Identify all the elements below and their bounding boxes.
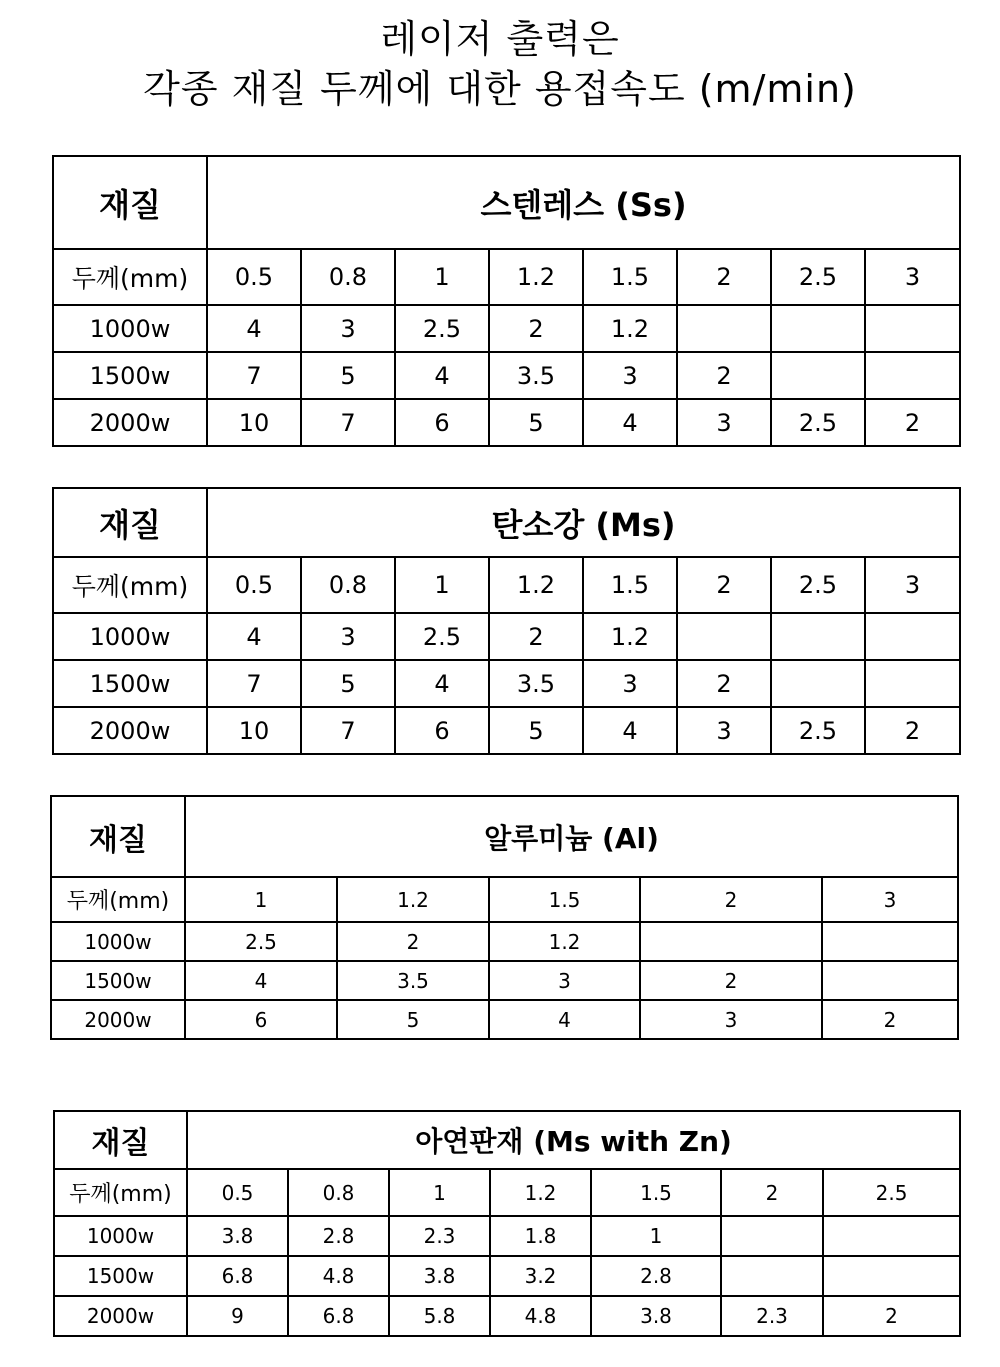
material-name: 아연판재 (Ms with Zn) — [187, 1111, 960, 1169]
thickness-header: 3 — [865, 557, 960, 613]
thickness-header: 1.5 — [583, 557, 677, 613]
speed-cell: 5 — [489, 707, 583, 754]
thickness-header: 0.8 — [301, 557, 395, 613]
speed-cell: 4 — [583, 399, 677, 446]
thickness-header: 0.8 — [301, 249, 395, 305]
speed-cell: 5 — [489, 399, 583, 446]
thickness-header: 1.2 — [489, 557, 583, 613]
speed-cell: 3 — [677, 707, 771, 754]
speed-cell — [771, 660, 865, 707]
thickness-header: 1 — [395, 249, 489, 305]
speed-cell: 3 — [301, 305, 395, 352]
speed-cell: 6 — [185, 1000, 337, 1039]
table-row — [53, 352, 960, 399]
power-label: 1000w — [51, 922, 185, 961]
power-label: 1000w — [53, 305, 207, 352]
thickness-label: 두께(mm) — [53, 557, 207, 613]
thickness-label: 두께(mm) — [54, 1169, 187, 1216]
speed-cell: 2 — [489, 613, 583, 660]
thickness-header: 1.5 — [591, 1169, 721, 1216]
speed-cell: 1.8 — [490, 1216, 591, 1256]
table-row — [51, 1000, 958, 1039]
speed-cell: 9 — [187, 1296, 288, 1336]
table-row — [51, 922, 958, 961]
speed-cell: 2 — [337, 922, 489, 961]
speed-cell: 3.5 — [489, 352, 583, 399]
thickness-header: 1.2 — [490, 1169, 591, 1216]
speed-cell — [677, 613, 771, 660]
speed-cell: 7 — [207, 352, 301, 399]
table-row — [53, 660, 960, 707]
material-label: 재질 — [54, 1111, 187, 1169]
thickness-header: 2.5 — [771, 249, 865, 305]
speed-cell: 6 — [395, 707, 489, 754]
speed-cell — [771, 305, 865, 352]
speed-cell: 10 — [207, 707, 301, 754]
speed-cell: 3.8 — [187, 1216, 288, 1256]
speed-cell — [721, 1256, 823, 1296]
power-label: 2000w — [53, 707, 207, 754]
speed-cell: 1 — [591, 1216, 721, 1256]
table-row — [51, 961, 958, 1000]
speed-cell: 4 — [395, 352, 489, 399]
speed-cell: 2.5 — [771, 707, 865, 754]
thickness-header: 0.5 — [207, 249, 301, 305]
thickness-header: 2 — [677, 557, 771, 613]
speed-cell: 5 — [301, 660, 395, 707]
speed-cell: 3.5 — [337, 961, 489, 1000]
speed-cell — [865, 660, 960, 707]
material-name: 탄소강 (Ms) — [207, 488, 960, 557]
thickness-header: 1.2 — [337, 877, 489, 922]
speed-cell: 4.8 — [490, 1296, 591, 1336]
speed-cell: 5 — [301, 352, 395, 399]
speed-cell: 2 — [865, 707, 960, 754]
power-label: 2000w — [54, 1296, 187, 1336]
speed-cell: 2.8 — [591, 1256, 721, 1296]
speed-cell: 6 — [395, 399, 489, 446]
speed-cell — [865, 613, 960, 660]
power-label: 1000w — [54, 1216, 187, 1256]
table-row — [53, 613, 960, 660]
speed-cell: 5.8 — [389, 1296, 490, 1336]
table-row — [54, 1256, 960, 1296]
power-label: 2000w — [51, 1000, 185, 1039]
speed-cell: 2.5 — [395, 305, 489, 352]
speed-cell: 2 — [822, 1000, 958, 1039]
thickness-header: 1.2 — [489, 249, 583, 305]
power-label: 1000w — [53, 613, 207, 660]
speed-cell — [865, 352, 960, 399]
speed-cell: 2.3 — [721, 1296, 823, 1336]
speed-cell: 2 — [865, 399, 960, 446]
speed-cell: 3.5 — [489, 660, 583, 707]
speed-cell — [771, 613, 865, 660]
speed-cell — [677, 305, 771, 352]
table-row — [54, 1216, 960, 1256]
speed-cell: 2.5 — [771, 399, 865, 446]
speed-cell: 6.8 — [187, 1256, 288, 1296]
thickness-label: 두께(mm) — [51, 877, 185, 922]
speed-cell — [823, 1256, 960, 1296]
speed-cell: 3 — [677, 399, 771, 446]
table-row — [53, 305, 960, 352]
thickness-header: 0.8 — [288, 1169, 389, 1216]
thickness-header: 2.5 — [771, 557, 865, 613]
table-row — [53, 399, 960, 446]
power-label: 1500w — [53, 660, 207, 707]
speed-cell: 2 — [677, 352, 771, 399]
speed-cell — [865, 305, 960, 352]
speed-cell: 4.8 — [288, 1256, 389, 1296]
speed-cell — [823, 1216, 960, 1256]
speed-cell: 3.8 — [389, 1256, 490, 1296]
speed-cell — [640, 922, 822, 961]
speed-cell: 7 — [301, 707, 395, 754]
speed-cell: 3 — [301, 613, 395, 660]
thickness-header: 2 — [640, 877, 822, 922]
speed-cell — [822, 922, 958, 961]
thickness-header: 1 — [389, 1169, 490, 1216]
speed-cell: 3 — [489, 961, 640, 1000]
material-label: 재질 — [53, 488, 207, 557]
stainless-speed-table — [52, 155, 961, 447]
thickness-header: 0.5 — [207, 557, 301, 613]
speed-cell — [721, 1216, 823, 1256]
thickness-header: 1 — [185, 877, 337, 922]
speed-cell: 4 — [395, 660, 489, 707]
power-label: 2000w — [53, 399, 207, 446]
material-name: 스텐레스 (Ss) — [207, 156, 960, 249]
aluminum-speed-table — [50, 795, 959, 1040]
speed-cell: 2 — [640, 961, 822, 1000]
speed-cell: 4 — [207, 613, 301, 660]
thickness-header: 1.5 — [583, 249, 677, 305]
speed-cell: 7 — [301, 399, 395, 446]
speed-cell: 3 — [640, 1000, 822, 1039]
speed-cell: 1.2 — [583, 305, 677, 352]
speed-cell: 7 — [207, 660, 301, 707]
speed-cell: 2 — [677, 660, 771, 707]
speed-cell: 3 — [583, 660, 677, 707]
table-row — [54, 1296, 960, 1336]
speed-cell: 3 — [583, 352, 677, 399]
speed-cell: 6.8 — [288, 1296, 389, 1336]
material-label: 재질 — [51, 796, 185, 877]
power-label: 1500w — [54, 1256, 187, 1296]
table-row — [53, 707, 960, 754]
speed-cell: 2 — [823, 1296, 960, 1336]
speed-cell: 2.5 — [395, 613, 489, 660]
power-label: 1500w — [51, 961, 185, 1000]
speed-cell: 2.8 — [288, 1216, 389, 1256]
page-title-line1: 레이저 출력은 — [380, 17, 620, 61]
thickness-header: 3 — [822, 877, 958, 922]
speed-cell: 5 — [337, 1000, 489, 1039]
speed-cell — [822, 961, 958, 1000]
thickness-header: 1 — [395, 557, 489, 613]
speed-cell: 10 — [207, 399, 301, 446]
speed-cell: 4 — [583, 707, 677, 754]
speed-cell: 4 — [489, 1000, 640, 1039]
page-title-line2: 각종 재질 두께에 대한 용접속도 (m/min) — [143, 67, 857, 111]
speed-cell: 1.2 — [489, 922, 640, 961]
thickness-header: 2 — [677, 249, 771, 305]
thickness-header: 1.5 — [489, 877, 640, 922]
speed-cell: 2 — [489, 305, 583, 352]
speed-cell: 4 — [207, 305, 301, 352]
speed-cell: 2.3 — [389, 1216, 490, 1256]
power-label: 1500w — [53, 352, 207, 399]
material-label: 재질 — [53, 156, 207, 249]
thickness-header: 3 — [865, 249, 960, 305]
material-name: 알루미늄 (Al) — [185, 796, 958, 877]
galvanized-speed-table — [53, 1110, 961, 1337]
thickness-header: 2 — [721, 1169, 823, 1216]
speed-cell: 3.2 — [490, 1256, 591, 1296]
thickness-header: 0.5 — [187, 1169, 288, 1216]
carbon-steel-speed-table — [52, 487, 961, 755]
thickness-header: 2.5 — [823, 1169, 960, 1216]
thickness-label: 두께(mm) — [53, 249, 207, 305]
speed-cell: 4 — [185, 961, 337, 1000]
speed-cell: 1.2 — [583, 613, 677, 660]
speed-cell: 2.5 — [185, 922, 337, 961]
speed-cell: 3.8 — [591, 1296, 721, 1336]
speed-cell — [771, 352, 865, 399]
